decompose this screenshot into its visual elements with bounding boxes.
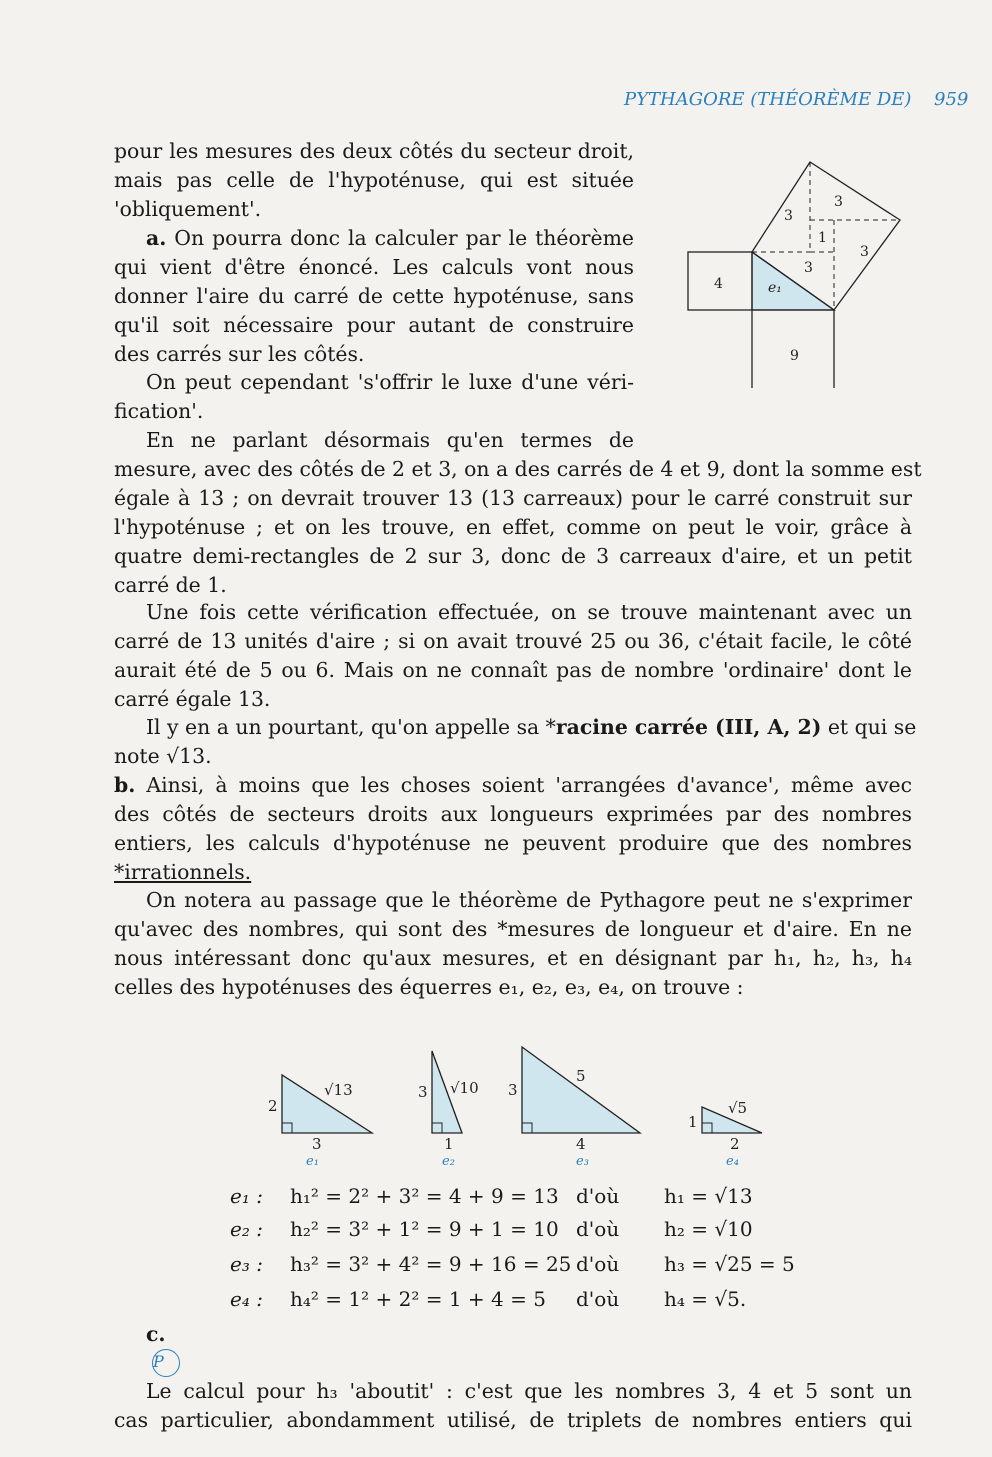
paragraph-mesure: En ne parlant désormais qu'en termes de mesure, avec des côtés de 2 et 3, on a des carrés de 4 et 9, dont la somme est égale à 13 ; on devrait trouver 13 (13 carreaux) pour le carré construit sur l'hypoténuse ; et on les trouve, en effet, comme on peut le voir, grâce à quatre demi-rectangles de 2 sur 3, donc de 3 carreaux d'aire, et un petit carré de 1. [114, 428, 922, 597]
pedagogy-icon[interactable]: P [152, 1349, 180, 1377]
label-1: 1 [818, 230, 827, 246]
tri3-name: e₃ [576, 1154, 589, 1169]
link-irrationnels[interactable]: *irrationnels. [114, 860, 252, 884]
tri4-side-a: 1 [688, 1113, 698, 1131]
tri1-side-a: 2 [268, 1097, 278, 1115]
tri4-side-b: 2 [730, 1135, 740, 1153]
marker-b: b. [114, 773, 136, 797]
paragraph-1: pour les mesures des deux côtés du secteur droit, mais pas celle de l'hypoténuse, qui est située 'obliquement'. [114, 139, 634, 221]
tri3-side-b: 4 [576, 1135, 586, 1153]
header-title: PYTHAGORE (THÉORÈME DE) [624, 89, 912, 110]
label-3d: 3 [860, 244, 869, 260]
tri2-side-b: 1 [444, 1135, 454, 1153]
paragraph-a-cont: qui vient d'être énoncé. Les calculs vont nous donner l'aire du carré de cette hypoténuse, sans qu'il soit nécessaire pour autant de construire des carrés sur les côtés. [114, 255, 634, 366]
label-3b: 3 [834, 194, 843, 210]
tri4-hyp: √5 [728, 1099, 748, 1117]
label-3c: 3 [804, 260, 813, 276]
marker-c: c. [146, 1322, 166, 1346]
paragraph-a: a. On pourra donc la calculer par le théorème [146, 226, 634, 250]
paragraph-verification: On peut cependant 's'offrir le luxe d'une véri- fication'. [114, 370, 634, 423]
paragraph-c: c. P Le calcul pour h₃ 'aboutit' : c'est que les nombres 3, 4 et 5 sont un cas particulier, abondamment utilisé, de triplets de nombres entiers qui [114, 1322, 912, 1432]
tri1-side-b: 3 [312, 1135, 322, 1153]
label-e1: e₁ [768, 280, 782, 296]
paragraph-verification-done: Une fois cette vérification effectuée, on se trouve maintenant avec un carré de 13 unités d'aire ; si on avait trouvé 25 ou 36, c'était facile, le côté aurait été de 5 ou 6. Mais on ne connaît pas de nombre 'ordinaire' dont le carré égale 13. [114, 600, 912, 711]
label-3a: 3 [784, 208, 793, 224]
tri2-side-a: 3 [418, 1083, 428, 1101]
tri3-hyp: 5 [576, 1067, 586, 1085]
label-9: 9 [790, 348, 799, 364]
marker-a: a. [146, 226, 167, 250]
paragraph-racine: Il y en a un pourtant, qu'on appelle sa *racine carrée (III, A, 2) et qui se note √13. [114, 715, 917, 768]
tri2-name: e₂ [442, 1154, 455, 1169]
pythagoras-square-figure [684, 158, 906, 388]
tri3-side-a: 3 [508, 1081, 518, 1099]
paragraph-mesures: On notera au passage que le théorème de Pythagore peut ne s'exprimer qu'avec des nombres, qui sont des *mesures de longueur et d'aire. En ne nous intéressant donc qu'aux mesures, et en désignant par h₁, h₂, h₃, h₄ celles des hypoténuses des équerres e₁, e₂, e₃, e₄, on trouve : [114, 888, 912, 999]
tri1-name: e₁ [306, 1154, 319, 1169]
triangle-e3 [522, 1047, 640, 1133]
page-number: 959 [934, 89, 969, 110]
tri2-hyp: √10 [450, 1079, 479, 1097]
label-4: 4 [714, 276, 723, 292]
tri4-name: e₄ [726, 1154, 739, 1169]
link-racine-carree[interactable]: racine carrée (III, A, 2) [555, 715, 822, 739]
tri1-hyp: √13 [324, 1081, 353, 1099]
triangles-figure [250, 1035, 790, 1175]
paragraph-b: b. Ainsi, à moins que les choses soient 'arrangées d'avance', même avec des côtés de secteurs droits aux longueurs exprimées par des nombres entiers, les calculs d'hypoténuse ne peuvent produire que des nombres *irrationnels. [114, 771, 912, 887]
